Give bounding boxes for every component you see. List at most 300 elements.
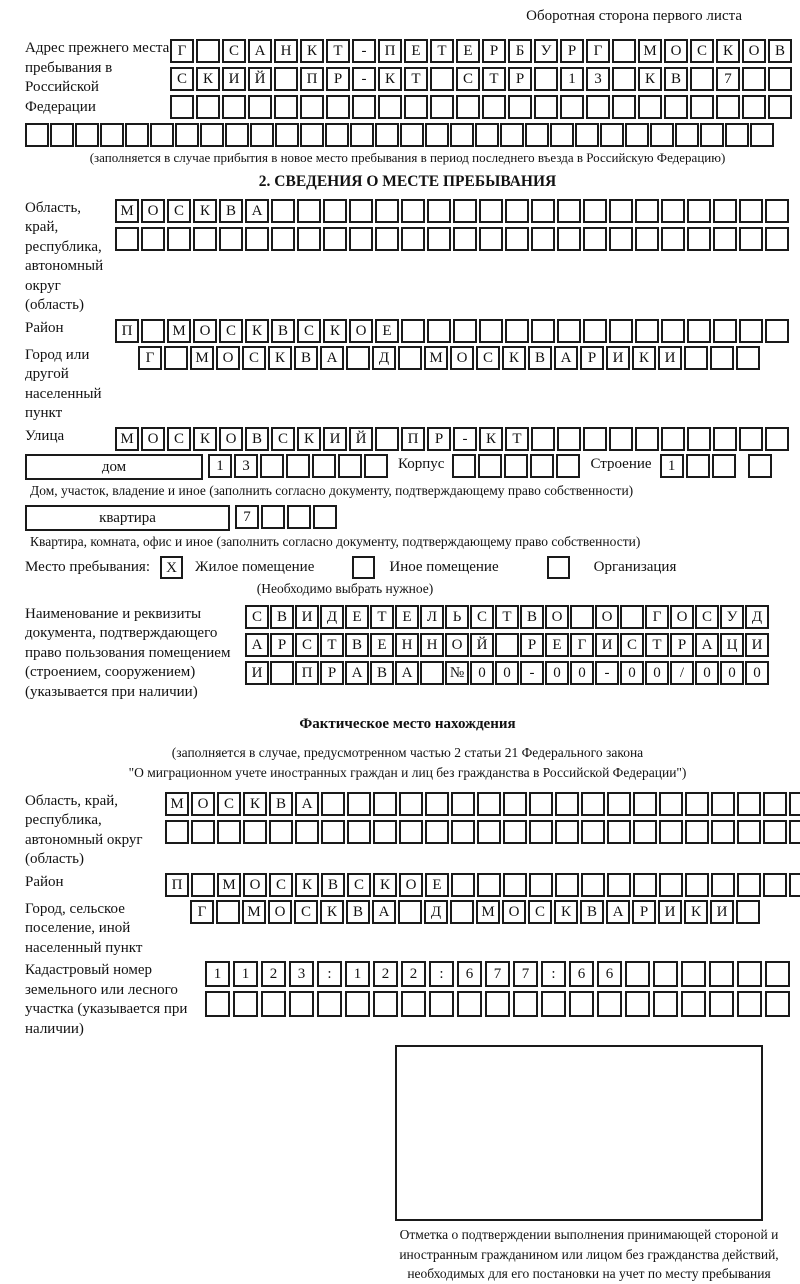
char-box[interactable]: А <box>606 900 630 924</box>
char-box[interactable]: С <box>476 346 500 370</box>
char-box[interactable]: Р <box>270 633 294 657</box>
char-box[interactable]: В <box>271 319 295 343</box>
char-box[interactable] <box>349 227 373 251</box>
char-box[interactable] <box>378 95 402 119</box>
char-box[interactable] <box>125 123 149 147</box>
char-box[interactable]: П <box>115 319 139 343</box>
char-box[interactable] <box>150 123 174 147</box>
house-field-box[interactable]: дом <box>25 454 203 480</box>
char-box[interactable] <box>633 873 657 897</box>
char-box[interactable] <box>225 123 249 147</box>
char-box[interactable] <box>659 873 683 897</box>
char-box[interactable] <box>430 95 454 119</box>
char-box[interactable] <box>748 454 772 478</box>
char-box[interactable]: К <box>638 67 662 91</box>
char-box[interactable] <box>321 792 345 816</box>
char-box[interactable] <box>508 95 532 119</box>
char-box[interactable]: Н <box>395 633 419 657</box>
char-box[interactable] <box>505 199 529 223</box>
char-box[interactable]: / <box>670 661 694 685</box>
char-box[interactable] <box>737 820 761 844</box>
char-box[interactable] <box>664 95 688 119</box>
char-box[interactable] <box>401 991 426 1017</box>
char-box[interactable] <box>504 454 528 478</box>
char-box[interactable] <box>581 792 605 816</box>
char-box[interactable] <box>736 346 760 370</box>
char-box[interactable] <box>346 346 370 370</box>
char-box[interactable]: И <box>745 633 769 657</box>
char-box[interactable]: Р <box>560 39 584 63</box>
char-box[interactable]: В <box>219 199 243 223</box>
char-box[interactable]: О <box>216 346 240 370</box>
char-box[interactable] <box>170 95 194 119</box>
char-box[interactable]: Т <box>370 605 394 629</box>
char-box[interactable]: К <box>502 346 526 370</box>
char-box[interactable] <box>625 991 650 1017</box>
char-box[interactable] <box>453 319 477 343</box>
char-box[interactable]: О <box>502 900 526 924</box>
char-box[interactable] <box>681 961 706 987</box>
char-box[interactable]: О <box>445 633 469 657</box>
char-box[interactable]: С <box>167 199 191 223</box>
char-box[interactable]: М <box>638 39 662 63</box>
char-box[interactable]: Т <box>326 39 350 63</box>
char-box[interactable] <box>709 991 734 1017</box>
char-box[interactable] <box>653 991 678 1017</box>
char-box[interactable] <box>350 123 374 147</box>
char-box[interactable] <box>452 454 476 478</box>
char-box[interactable] <box>569 991 594 1017</box>
char-box[interactable]: С <box>271 427 295 451</box>
char-box[interactable] <box>737 991 762 1017</box>
char-box[interactable]: К <box>193 427 217 451</box>
char-box[interactable] <box>531 427 555 451</box>
char-box[interactable] <box>430 67 454 91</box>
char-box[interactable] <box>711 820 735 844</box>
char-box[interactable] <box>141 227 165 251</box>
char-box[interactable]: Д <box>320 605 344 629</box>
char-box[interactable]: М <box>190 346 214 370</box>
char-box[interactable]: С <box>167 427 191 451</box>
char-box[interactable]: 1 <box>345 961 370 987</box>
char-box[interactable] <box>300 123 324 147</box>
char-box[interactable] <box>711 792 735 816</box>
char-box[interactable] <box>347 820 371 844</box>
char-box[interactable]: К <box>243 792 267 816</box>
char-box[interactable] <box>529 792 553 816</box>
char-box[interactable] <box>286 454 310 478</box>
char-box[interactable] <box>477 792 501 816</box>
char-box[interactable] <box>612 39 636 63</box>
char-box[interactable]: А <box>372 900 396 924</box>
char-box[interactable]: П <box>378 39 402 63</box>
char-box[interactable]: 0 <box>720 661 744 685</box>
char-box[interactable] <box>659 820 683 844</box>
char-box[interactable]: М <box>165 792 189 816</box>
checkbox-other-premises[interactable] <box>352 556 375 579</box>
char-box[interactable] <box>638 95 662 119</box>
char-box[interactable] <box>427 199 451 223</box>
char-box[interactable]: Е <box>370 633 394 657</box>
char-box[interactable] <box>600 123 624 147</box>
char-box[interactable] <box>456 95 480 119</box>
char-box[interactable] <box>373 820 397 844</box>
char-box[interactable] <box>739 227 763 251</box>
char-box[interactable] <box>716 95 740 119</box>
char-box[interactable] <box>550 123 574 147</box>
char-box[interactable] <box>216 900 240 924</box>
char-box[interactable] <box>270 661 294 685</box>
char-box[interactable] <box>560 95 584 119</box>
char-box[interactable]: С <box>269 873 293 897</box>
char-box[interactable]: Р <box>427 427 451 451</box>
char-box[interactable]: М <box>115 199 139 223</box>
char-box[interactable] <box>763 873 787 897</box>
char-box[interactable]: О <box>191 792 215 816</box>
char-box[interactable] <box>275 123 299 147</box>
char-box[interactable] <box>193 227 217 251</box>
char-box[interactable]: 0 <box>570 661 594 685</box>
char-box[interactable]: Р <box>482 39 506 63</box>
char-box[interactable]: Е <box>345 605 369 629</box>
char-box[interactable] <box>495 633 519 657</box>
char-box[interactable] <box>555 820 579 844</box>
char-box[interactable] <box>713 319 737 343</box>
char-box[interactable]: М <box>424 346 448 370</box>
char-box[interactable]: И <box>295 605 319 629</box>
char-box[interactable] <box>763 820 787 844</box>
char-box[interactable]: П <box>295 661 319 685</box>
char-box[interactable]: 0 <box>745 661 769 685</box>
char-box[interactable] <box>541 991 566 1017</box>
char-box[interactable] <box>200 123 224 147</box>
char-box[interactable]: И <box>245 661 269 685</box>
char-box[interactable]: Е <box>404 39 428 63</box>
char-box[interactable] <box>531 199 555 223</box>
char-box[interactable]: О <box>141 199 165 223</box>
char-box[interactable] <box>475 123 499 147</box>
char-box[interactable] <box>712 454 736 478</box>
char-box[interactable] <box>583 319 607 343</box>
char-box[interactable] <box>297 199 321 223</box>
char-box[interactable] <box>586 95 610 119</box>
checkbox-residential[interactable]: X <box>160 556 183 579</box>
char-box[interactable] <box>375 123 399 147</box>
char-box[interactable] <box>427 227 451 251</box>
char-box[interactable]: 7 <box>485 961 510 987</box>
char-box[interactable]: Т <box>495 605 519 629</box>
char-box[interactable]: Й <box>349 427 373 451</box>
char-box[interactable] <box>191 820 215 844</box>
char-box[interactable]: Е <box>375 319 399 343</box>
char-box[interactable]: 0 <box>545 661 569 685</box>
char-box[interactable]: М <box>115 427 139 451</box>
char-box[interactable] <box>420 661 444 685</box>
char-box[interactable] <box>404 95 428 119</box>
char-box[interactable]: : <box>541 961 566 987</box>
char-box[interactable]: К <box>373 873 397 897</box>
char-box[interactable] <box>635 427 659 451</box>
char-box[interactable]: А <box>248 39 272 63</box>
char-box[interactable] <box>525 123 549 147</box>
char-box[interactable] <box>505 319 529 343</box>
char-box[interactable]: К <box>196 67 220 91</box>
char-box[interactable]: О <box>268 900 292 924</box>
char-box[interactable] <box>765 427 789 451</box>
char-box[interactable] <box>742 67 766 91</box>
char-box[interactable] <box>609 427 633 451</box>
char-box[interactable]: О <box>670 605 694 629</box>
char-box[interactable]: Р <box>520 633 544 657</box>
char-box[interactable]: А <box>245 633 269 657</box>
char-box[interactable] <box>373 991 398 1017</box>
char-box[interactable] <box>401 319 425 343</box>
char-box[interactable]: М <box>167 319 191 343</box>
char-box[interactable] <box>233 991 258 1017</box>
char-box[interactable]: 3 <box>289 961 314 987</box>
char-box[interactable]: Г <box>586 39 610 63</box>
char-box[interactable]: Й <box>248 67 272 91</box>
char-box[interactable] <box>686 454 710 478</box>
char-box[interactable] <box>196 39 220 63</box>
char-box[interactable]: 0 <box>645 661 669 685</box>
char-box[interactable] <box>505 227 529 251</box>
char-box[interactable]: 6 <box>569 961 594 987</box>
char-box[interactable] <box>529 820 553 844</box>
char-box[interactable] <box>557 227 581 251</box>
char-box[interactable] <box>534 67 558 91</box>
char-box[interactable]: Р <box>632 900 656 924</box>
char-box[interactable] <box>607 820 631 844</box>
char-box[interactable]: - <box>352 39 376 63</box>
char-box[interactable] <box>425 123 449 147</box>
char-box[interactable] <box>575 123 599 147</box>
char-box[interactable] <box>245 227 269 251</box>
char-box[interactable] <box>633 792 657 816</box>
char-box[interactable] <box>325 123 349 147</box>
char-box[interactable]: А <box>320 346 344 370</box>
char-box[interactable]: Р <box>508 67 532 91</box>
char-box[interactable] <box>323 227 347 251</box>
char-box[interactable]: 1 <box>205 961 230 987</box>
char-box[interactable] <box>453 227 477 251</box>
char-box[interactable] <box>739 427 763 451</box>
char-box[interactable]: П <box>401 427 425 451</box>
char-box[interactable] <box>503 792 527 816</box>
char-box[interactable] <box>100 123 124 147</box>
char-box[interactable] <box>742 95 766 119</box>
char-box[interactable]: В <box>245 427 269 451</box>
char-box[interactable] <box>635 319 659 343</box>
char-box[interactable] <box>556 454 580 478</box>
char-box[interactable] <box>557 319 581 343</box>
char-box[interactable]: О <box>349 319 373 343</box>
char-box[interactable]: Г <box>190 900 214 924</box>
char-box[interactable] <box>345 991 370 1017</box>
char-box[interactable] <box>583 199 607 223</box>
char-box[interactable] <box>399 792 423 816</box>
char-box[interactable]: 1 <box>233 961 258 987</box>
char-box[interactable]: Т <box>404 67 428 91</box>
char-box[interactable] <box>297 227 321 251</box>
char-box[interactable] <box>450 123 474 147</box>
char-box[interactable]: 1 <box>208 454 232 478</box>
char-box[interactable]: 0 <box>470 661 494 685</box>
char-box[interactable]: К <box>378 67 402 91</box>
char-box[interactable] <box>503 820 527 844</box>
char-box[interactable]: 1 <box>660 454 684 478</box>
char-box[interactable] <box>271 227 295 251</box>
char-box[interactable]: К <box>300 39 324 63</box>
char-box[interactable] <box>243 820 267 844</box>
char-box[interactable]: - <box>520 661 544 685</box>
char-box[interactable]: Г <box>645 605 669 629</box>
char-box[interactable]: А <box>695 633 719 657</box>
char-box[interactable] <box>789 820 800 844</box>
char-box[interactable]: Р <box>670 633 694 657</box>
char-box[interactable]: К <box>297 427 321 451</box>
char-box[interactable]: А <box>395 661 419 685</box>
char-box[interactable]: С <box>245 605 269 629</box>
char-box[interactable] <box>653 961 678 987</box>
char-box[interactable] <box>373 792 397 816</box>
char-box[interactable]: С <box>695 605 719 629</box>
char-box[interactable]: В <box>270 605 294 629</box>
char-box[interactable]: А <box>554 346 578 370</box>
char-box[interactable]: Б <box>508 39 532 63</box>
char-box[interactable] <box>398 346 422 370</box>
char-box[interactable] <box>479 199 503 223</box>
char-box[interactable] <box>250 123 274 147</box>
char-box[interactable] <box>685 792 709 816</box>
char-box[interactable] <box>375 427 399 451</box>
char-box[interactable]: Т <box>430 39 454 63</box>
char-box[interactable]: А <box>345 661 369 685</box>
char-box[interactable]: В <box>664 67 688 91</box>
char-box[interactable]: П <box>165 873 189 897</box>
char-box[interactable] <box>620 605 644 629</box>
char-box[interactable]: Т <box>482 67 506 91</box>
char-box[interactable]: О <box>664 39 688 63</box>
char-box[interactable] <box>326 95 350 119</box>
char-box[interactable]: 2 <box>401 961 426 987</box>
char-box[interactable] <box>661 199 685 223</box>
char-box[interactable] <box>612 95 636 119</box>
char-box[interactable]: О <box>219 427 243 451</box>
char-box[interactable] <box>261 505 285 529</box>
char-box[interactable] <box>401 199 425 223</box>
char-box[interactable] <box>763 792 787 816</box>
char-box[interactable]: Е <box>456 39 480 63</box>
char-box[interactable] <box>625 961 650 987</box>
char-box[interactable]: Н <box>274 39 298 63</box>
char-box[interactable]: К <box>479 427 503 451</box>
char-box[interactable] <box>597 991 622 1017</box>
char-box[interactable]: В <box>346 900 370 924</box>
char-box[interactable] <box>261 991 286 1017</box>
char-box[interactable] <box>482 95 506 119</box>
char-box[interactable] <box>50 123 74 147</box>
char-box[interactable] <box>453 199 477 223</box>
char-box[interactable]: 7 <box>716 67 740 91</box>
char-box[interactable] <box>531 319 555 343</box>
char-box[interactable] <box>529 873 553 897</box>
char-box[interactable]: С <box>297 319 321 343</box>
char-box[interactable] <box>531 227 555 251</box>
char-box[interactable] <box>451 873 475 897</box>
char-box[interactable]: С <box>690 39 714 63</box>
char-box[interactable]: 2 <box>373 961 398 987</box>
char-box[interactable]: Р <box>580 346 604 370</box>
char-box[interactable]: 2 <box>261 961 286 987</box>
char-box[interactable]: 3 <box>586 67 610 91</box>
char-box[interactable]: К <box>193 199 217 223</box>
char-box[interactable] <box>167 227 191 251</box>
char-box[interactable] <box>581 820 605 844</box>
char-box[interactable] <box>300 95 324 119</box>
char-box[interactable]: Т <box>320 633 344 657</box>
char-box[interactable]: В <box>520 605 544 629</box>
apartment-field-box[interactable]: квартира <box>25 505 230 531</box>
char-box[interactable]: С <box>470 605 494 629</box>
char-box[interactable] <box>338 454 362 478</box>
char-box[interactable]: К <box>268 346 292 370</box>
char-box[interactable] <box>765 991 790 1017</box>
char-box[interactable]: Ь <box>445 605 469 629</box>
char-box[interactable] <box>427 319 451 343</box>
char-box[interactable] <box>450 900 474 924</box>
char-box[interactable]: В <box>768 39 792 63</box>
char-box[interactable] <box>583 227 607 251</box>
char-box[interactable] <box>451 820 475 844</box>
char-box[interactable] <box>274 67 298 91</box>
char-box[interactable]: К <box>716 39 740 63</box>
char-box[interactable]: Л <box>420 605 444 629</box>
char-box[interactable]: С <box>347 873 371 897</box>
char-box[interactable] <box>625 123 649 147</box>
char-box[interactable] <box>205 991 230 1017</box>
char-box[interactable] <box>25 123 49 147</box>
char-box[interactable] <box>555 873 579 897</box>
char-box[interactable] <box>534 95 558 119</box>
char-box[interactable] <box>312 454 336 478</box>
char-box[interactable] <box>765 199 789 223</box>
char-box[interactable] <box>765 227 789 251</box>
char-box[interactable] <box>479 227 503 251</box>
char-box[interactable]: С <box>528 900 552 924</box>
char-box[interactable]: 0 <box>620 661 644 685</box>
char-box[interactable] <box>269 820 293 844</box>
char-box[interactable] <box>222 95 246 119</box>
char-box[interactable] <box>451 792 475 816</box>
char-box[interactable] <box>609 199 633 223</box>
char-box[interactable]: С <box>295 633 319 657</box>
char-box[interactable]: С <box>222 39 246 63</box>
char-box[interactable] <box>687 227 711 251</box>
char-box[interactable] <box>661 427 685 451</box>
char-box[interactable]: В <box>294 346 318 370</box>
char-box[interactable]: О <box>545 605 569 629</box>
char-box[interactable] <box>457 991 482 1017</box>
char-box[interactable]: 1 <box>560 67 584 91</box>
char-box[interactable] <box>737 873 761 897</box>
char-box[interactable] <box>687 427 711 451</box>
char-box[interactable] <box>768 67 792 91</box>
char-box[interactable] <box>217 820 241 844</box>
char-box[interactable]: И <box>595 633 619 657</box>
char-box[interactable]: К <box>632 346 656 370</box>
char-box[interactable] <box>479 319 503 343</box>
